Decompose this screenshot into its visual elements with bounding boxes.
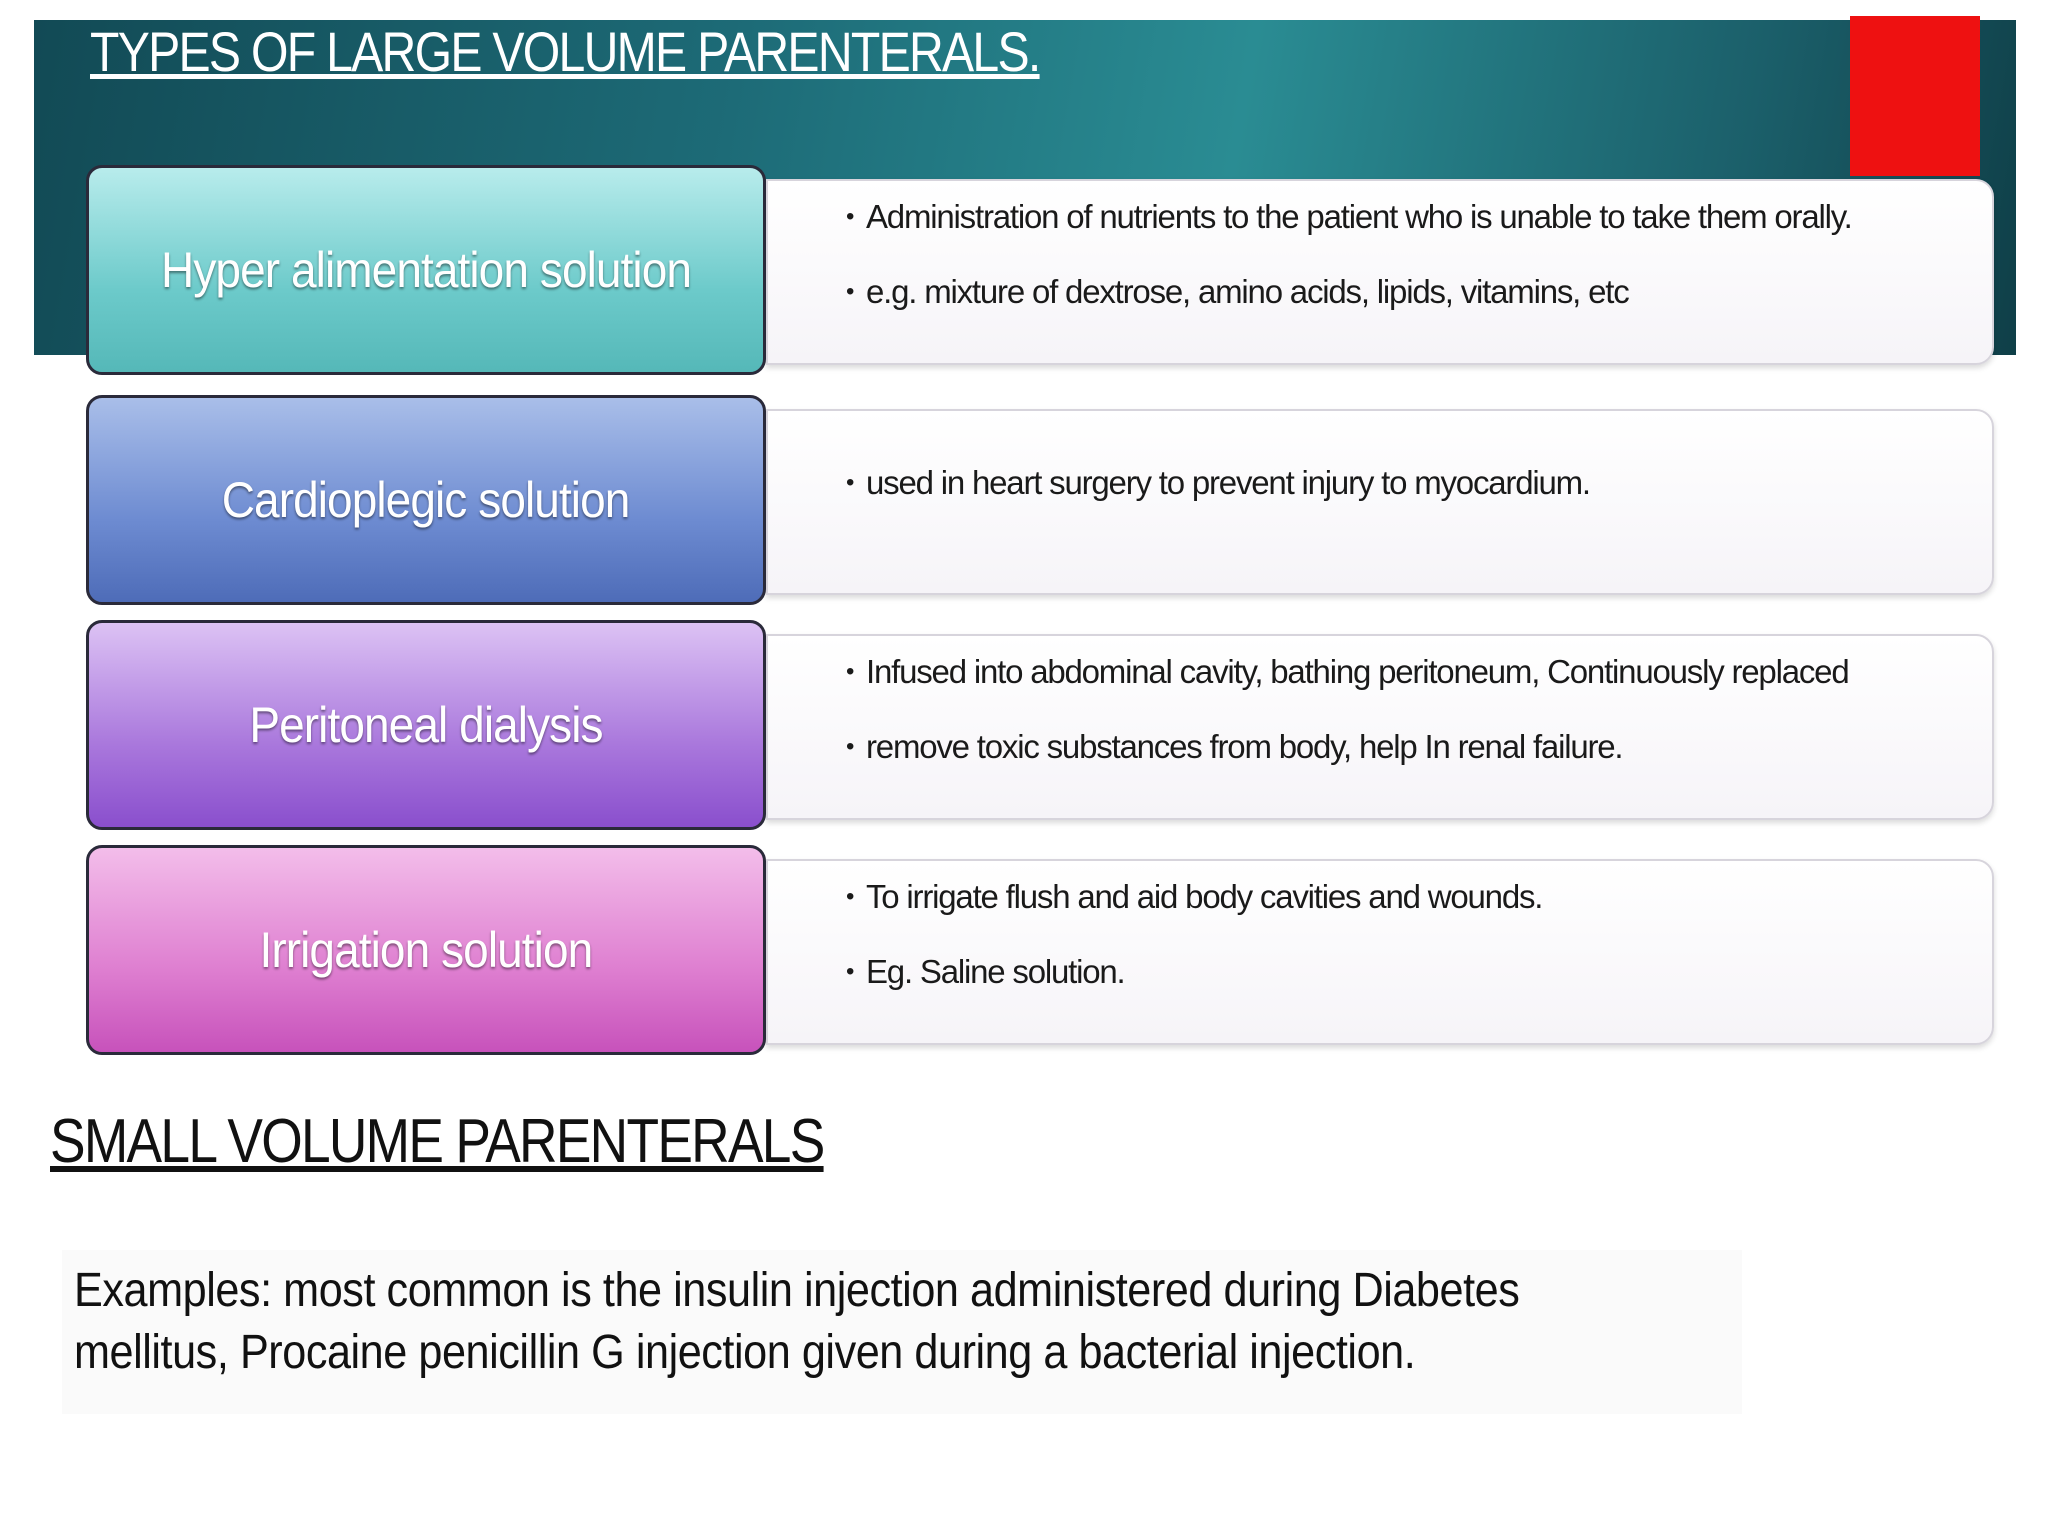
type-description-box xyxy=(766,179,1994,365)
bullet-text: • Eg. Saline solution. xyxy=(866,952,1992,992)
type-label: Irrigation solution xyxy=(259,922,593,978)
bullet-text: • e.g. mixture of dextrose, amino acids, lipids, vitamins, etc xyxy=(866,272,1992,312)
type-label-box xyxy=(86,845,766,1055)
type-description-box xyxy=(766,859,1994,1045)
examples-line-1: Examples: most common is the insulin injection administered during Diabetes xyxy=(74,1264,1520,1317)
bullet-text: • Administration of nutrients to the patient who is unable to take them orally. xyxy=(866,197,1992,237)
type-label-box xyxy=(86,395,766,605)
type-description-box xyxy=(766,634,1994,820)
bullet-text: • used in heart surgery to prevent injury to myocardium. xyxy=(866,463,1992,503)
type-row-hyper-alimentation xyxy=(86,165,1994,375)
type-label-box xyxy=(86,620,766,830)
examples-line-2: mellitus, Procaine penicillin G injection given during a bacterial injection. xyxy=(74,1326,1416,1379)
bullet-text: • Infused into abdominal cavity, bathing peritoneum, Continuously replaced xyxy=(866,652,1992,692)
type-label: Peritoneal dialysis xyxy=(249,697,603,753)
bullet-text: • remove toxic substances from body, help In renal failure. xyxy=(866,727,1992,767)
type-row-irrigation xyxy=(86,845,1994,1055)
type-row-cardioplegic xyxy=(86,395,1994,605)
type-label: Hyper alimentation solution xyxy=(160,242,692,298)
bullet-text: • To irrigate flush and aid body cavities and wounds. xyxy=(866,877,1992,917)
type-label: Cardioplegic solution xyxy=(222,472,630,528)
red-accent-block xyxy=(1850,16,1980,176)
type-row-peritoneal-dialysis xyxy=(86,620,1994,830)
type-description-box xyxy=(766,409,1994,595)
small-volume-heading: SMALL VOLUME PARENTERALS xyxy=(50,1107,824,1176)
small-volume-examples xyxy=(62,1250,1742,1414)
page-title: TYPES OF LARGE VOLUME PARENTERALS. xyxy=(90,20,1040,83)
type-label-box xyxy=(86,165,766,375)
